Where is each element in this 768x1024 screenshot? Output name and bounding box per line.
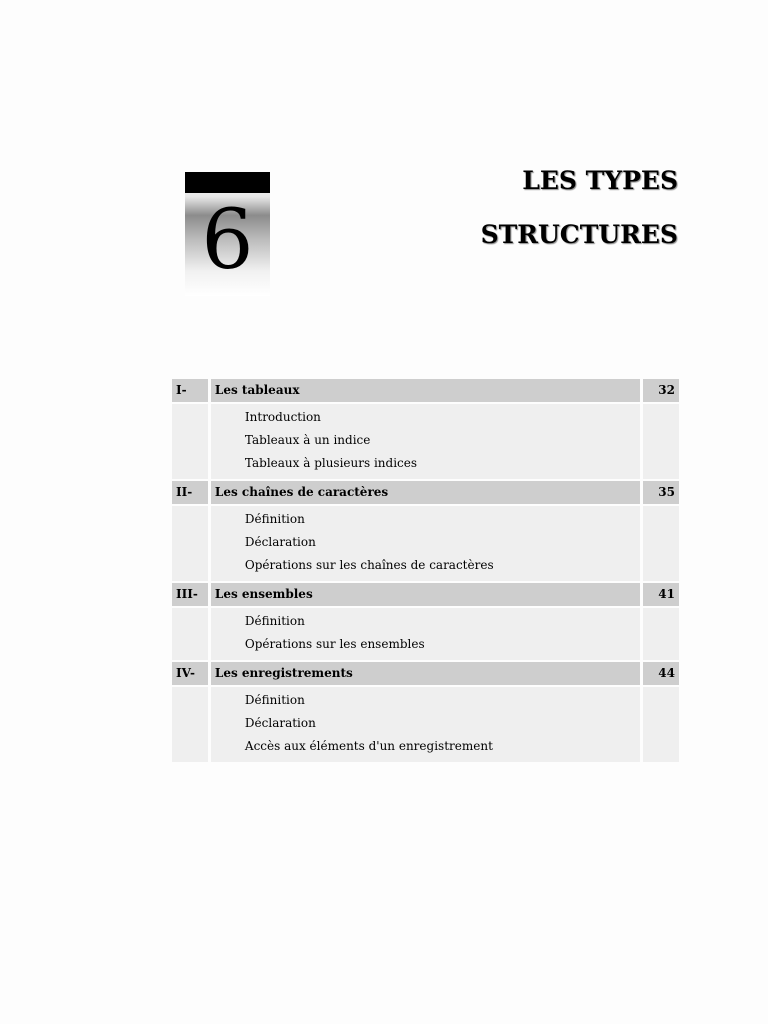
- toc-item: Opérations sur les chaînes de caractères: [244, 558, 494, 572]
- section-number: IV-: [172, 662, 208, 685]
- toc-item: Déclaration: [244, 535, 316, 549]
- toc-item: Définition: [244, 693, 305, 707]
- chapter-title-line-2: STRUCTURES: [480, 220, 678, 249]
- toc-item: Introduction: [244, 410, 321, 424]
- section-page: 44: [643, 662, 679, 685]
- section-title: Les ensembles: [211, 583, 640, 606]
- section-number: I-: [172, 379, 208, 402]
- toc-items-row: [172, 687, 679, 762]
- section-page: 41: [643, 583, 679, 606]
- section-number: III-: [172, 583, 208, 606]
- toc-item: Opérations sur les ensembles: [244, 637, 425, 651]
- chapter-badge-bar: [185, 172, 270, 193]
- toc-item: Définition: [244, 512, 305, 526]
- section-page: 35: [643, 481, 679, 504]
- toc-item: Tableaux à plusieurs indices: [244, 456, 418, 470]
- table-of-contents: [172, 377, 679, 764]
- toc-item: Déclaration: [244, 716, 316, 730]
- toc-item: Définition: [244, 614, 305, 628]
- section-title: Les enregistrements: [211, 662, 640, 685]
- toc-item: Accès aux éléments d'un enregistrement: [244, 739, 493, 753]
- toc-items-row: [172, 506, 679, 581]
- section-page: 32: [643, 379, 679, 402]
- toc-section-row: [172, 583, 679, 606]
- section-number: II-: [172, 481, 208, 504]
- toc-items-row: [172, 608, 679, 660]
- chapter-number-badge: [185, 172, 270, 296]
- chapter-number: 6: [201, 193, 254, 288]
- toc-section-row: [172, 662, 679, 685]
- section-title: Les chaînes de caractères: [211, 481, 640, 504]
- toc-item: Tableaux à un indice: [244, 433, 371, 447]
- section-title: Les tableaux: [211, 379, 640, 402]
- chapter-title-line-1: LES TYPES: [522, 166, 678, 195]
- toc-items-row: [172, 404, 679, 479]
- toc-section-row: [172, 481, 679, 504]
- toc-section-row: [172, 379, 679, 402]
